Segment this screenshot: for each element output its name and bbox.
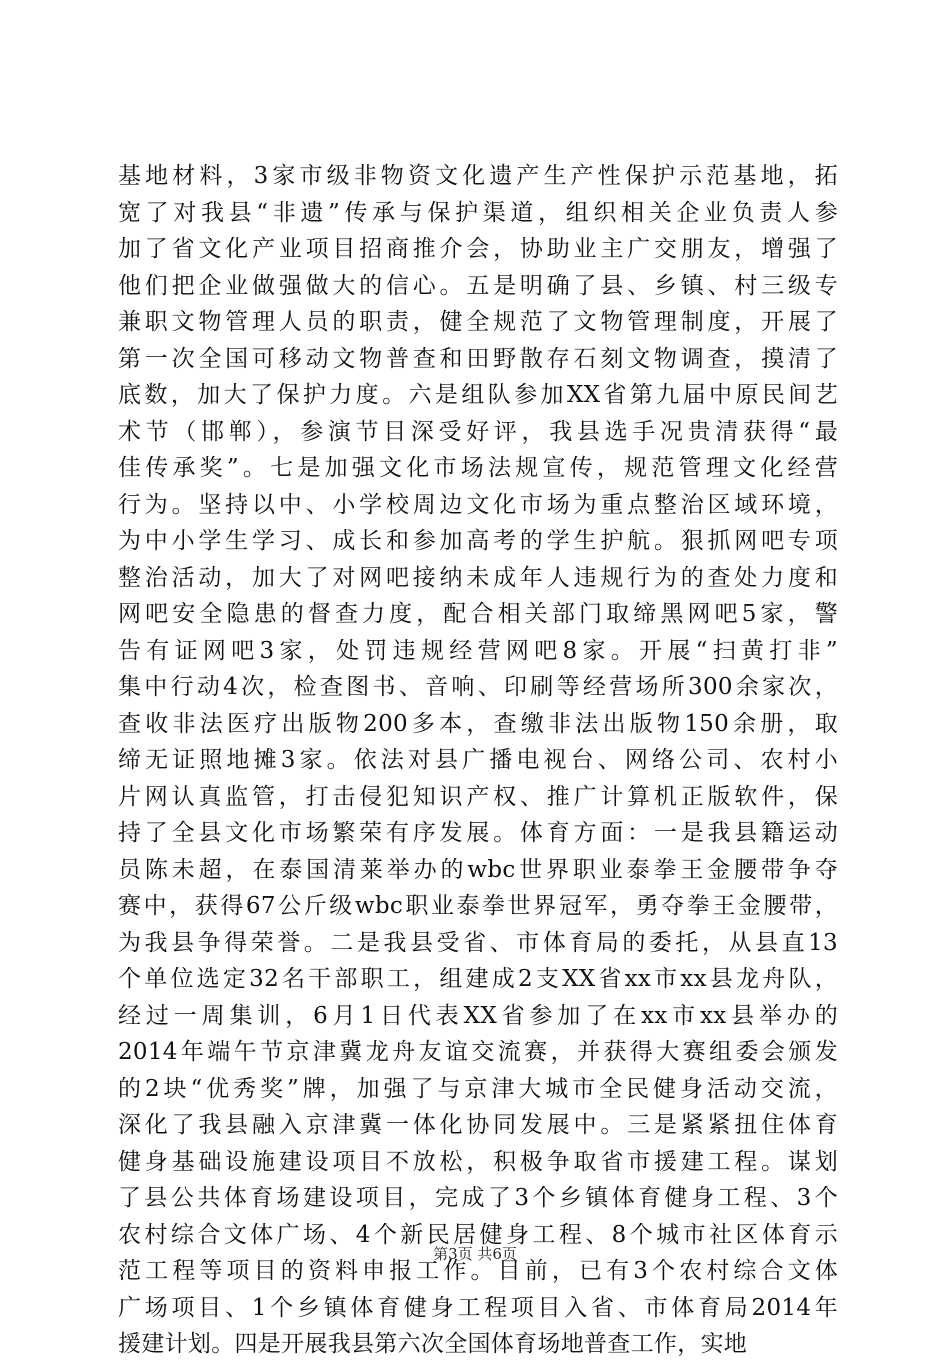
text-line: 集中行动4次，检查图书、音响、印刷等经营场所300余家次， <box>118 674 838 700</box>
body-text <box>118 158 838 1363</box>
text-line: 农村综合文体广场、4个新民居健身工程、8个城市社区体育示 <box>118 1221 838 1248</box>
text-line: 为我县争得荣誉。二是我县受省、市体育局的委托，从县直13 <box>118 929 838 956</box>
text-line: 范工程等项目的资料申报工作。目前，已有3个农村综合文体 <box>118 1258 838 1284</box>
text-line: 加了省文化产业项目招商推介会，协助业主广交朋友，增强了 <box>118 236 838 262</box>
text-line: 兼职文物管理人员的职责，健全规范了文物管理制度，开展了 <box>118 309 838 335</box>
text-line: 经过一周集训，6月1日代表XX省参加了在xx市xx县举办的 <box>118 1002 838 1029</box>
text-line: 持了全县文化市场繁荣有序发展。体育方面：一是我县籍运动 <box>118 820 838 846</box>
text-line: 术节（邯郸），参演节目深受好评，我县选手况贵清获得“最 <box>118 418 838 445</box>
text-line: 了县公共体育场建设项目，完成了3个乡镇体育健身工程、3个 <box>118 1185 838 1211</box>
text-line: 健身基础设施建设项目不放松，积极争取省市援建工程。谋划 <box>118 1148 838 1175</box>
text-line: 2014年端午节京津冀龙舟友谊交流赛，并获得大赛组委会颁发 <box>118 1039 838 1065</box>
text-line: 缔无证照地摊3家。依法对县广播电视台、网络公司、农村小 <box>118 747 838 773</box>
text-line: 广场项目、1个乡镇体育健身工程项目入省、市体育局2014年 <box>118 1294 838 1321</box>
text-line: 个单位选定32名干部职工，组建成2支XX省xx市xx县龙舟队， <box>118 966 838 992</box>
text-line: 行为。坚持以中、小学校周边文化市场为重点整治区域环境， <box>118 491 838 518</box>
text-line: 告有证网吧3家，处罚违规经营网吧8家。开展“扫黄打非” <box>118 637 838 664</box>
text-line: 底数，加大了保护力度。六是组队参加XX省第九届中原民间艺 <box>118 382 838 408</box>
text-line: 援建计划。四是开展我县第六次全国体育场地普查工作，实地 <box>118 1331 748 1357</box>
text-line: 第一次全国可移动文物普查和田野散存石刻文物调查，摸清了 <box>118 345 838 372</box>
text-line: 查收非法医疗出版物200多本，查缴非法出版物150余册，取 <box>118 710 838 737</box>
text-line: 他们把企业做强做大的信心。五是明确了县、乡镇、村三级专 <box>118 272 838 299</box>
text-line: 整治活动，加大了对网吧接纳未成年人违规行为的查处力度和 <box>118 564 838 591</box>
text-line: 基地材料，3家市级非物资文化遗产生产性保护示范基地，拓 <box>118 163 838 189</box>
text-line: 赛中，获得67公斤级wbc职业泰拳世界冠军，勇夺拳王金腰带， <box>118 893 838 919</box>
text-line: 网吧安全隐患的督查力度，配合相关部门取缔黑网吧5家，警 <box>118 601 838 627</box>
text-line: 的2块“优秀奖”牌，加强了与京津大城市全民健身活动交流， <box>118 1075 838 1102</box>
text-line: 片网认真监管，打击侵犯知识产权、推广计算机正版软件，保 <box>118 783 838 810</box>
text-line: 员陈未超，在泰国清莱举办的wbc世界职业泰拳王金腰带争夺 <box>118 856 838 883</box>
text-line: 佳传承奖”。七是加强文化市场法规宣传，规范管理文化经营 <box>118 455 838 481</box>
page-footer: 第3页 共6页 <box>433 1245 517 1263</box>
text-line: 宽了对我县“非遗”传承与保护渠道，组织相关企业负责人参 <box>118 199 838 226</box>
text-line: 深化了我县融入京津冀一体化协同发展中。三是紧紧扭住体育 <box>118 1112 838 1138</box>
text-line: 为中小学生学习、成长和参加高考的学生护航。狠抓网吧专项 <box>118 528 838 554</box>
